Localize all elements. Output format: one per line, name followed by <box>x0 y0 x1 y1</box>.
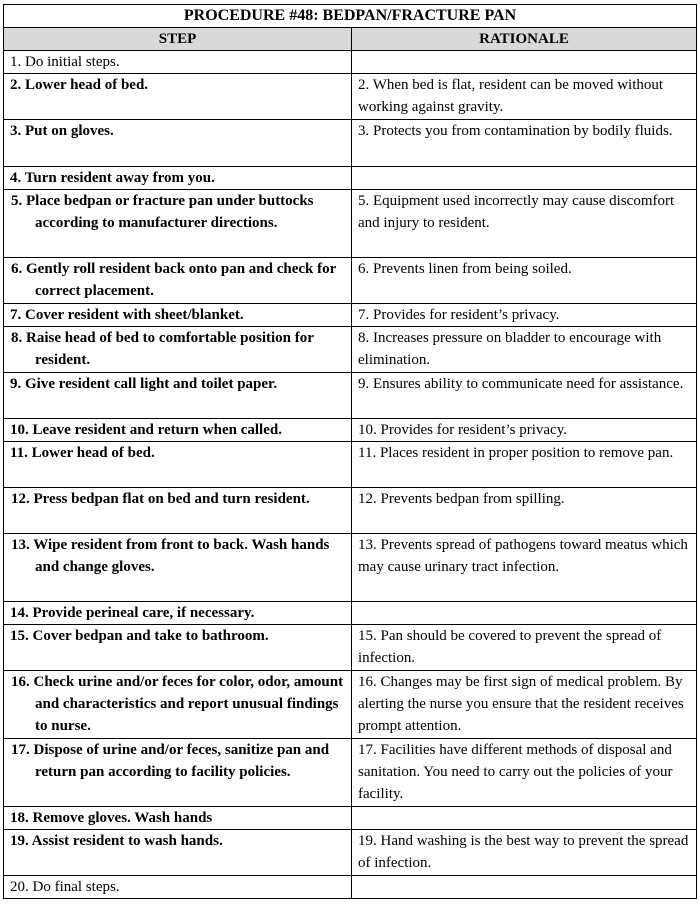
table-row <box>4 807 697 830</box>
procedure-title: PROCEDURE #48: BEDPAN/FRACTURE PAN <box>4 5 697 28</box>
rationale-cell: 5. Equipment used incorrectly may cause discomfort and injury to resident. <box>352 190 697 258</box>
step-cell: 1. Do initial steps. <box>4 51 352 74</box>
step-cell: 14. Provide perineal care, if necessary. <box>4 602 352 625</box>
procedure-table <box>3 4 697 899</box>
table-row <box>4 304 697 327</box>
step-cell: 16. Check urine and/or feces for color, odor, amount and characteristics and report unusual findings to nurse. <box>4 671 352 739</box>
step-cell: 5. Place bedpan or fracture pan under buttocks according to manufacturer directions. <box>4 190 352 258</box>
step-cell: 20. Do final steps. <box>4 876 352 899</box>
step-cell: 4. Turn resident away from you. <box>4 167 352 190</box>
step-cell: 15. Cover bedpan and take to bathroom. <box>4 625 352 671</box>
step-cell: 3. Put on gloves. <box>4 120 352 167</box>
rationale-cell <box>352 167 697 190</box>
rationale-cell: 19. Hand washing is the best way to prevent the spread of infection. <box>352 830 697 876</box>
table-row <box>4 625 697 671</box>
table-row <box>4 74 697 120</box>
table-row <box>4 739 697 807</box>
table-row <box>4 442 697 488</box>
rationale-cell: 6. Prevents linen from being soiled. <box>352 258 697 304</box>
step-cell: 2. Lower head of bed. <box>4 74 352 120</box>
table-row <box>4 671 697 739</box>
rationale-cell: 10. Provides for resident’s privacy. <box>352 419 697 442</box>
step-cell: 17. Dispose of urine and/or feces, sanitize pan and return pan according to facility policies. <box>4 739 352 807</box>
table-row <box>4 876 697 899</box>
rationale-cell: 7. Provides for resident’s privacy. <box>352 304 697 327</box>
rationale-cell <box>352 51 697 74</box>
rationale-cell: 2. When bed is flat, resident can be moved without working against gravity. <box>352 74 697 120</box>
step-column-header: STEP <box>4 28 352 51</box>
rationale-cell: 13. Prevents spread of pathogens toward meatus which may cause urinary tract infection. <box>352 534 697 602</box>
rationale-cell <box>352 602 697 625</box>
rationale-cell: 8. Increases pressure on bladder to encourage with elimination. <box>352 327 697 373</box>
table-row <box>4 373 697 419</box>
rationale-column-header: RATIONALE <box>352 28 697 51</box>
rationale-cell <box>352 876 697 899</box>
step-cell: 13. Wipe resident from front to back. Wash hands and change gloves. <box>4 534 352 602</box>
rationale-cell: 16. Changes may be first sign of medical problem. By alerting the nurse you ensure that the resident receives prompt attention. <box>352 671 697 739</box>
table-row <box>4 419 697 442</box>
table-row <box>4 167 697 190</box>
table-row <box>4 534 697 602</box>
step-cell: 10. Leave resident and return when called. <box>4 419 352 442</box>
table-row <box>4 830 697 876</box>
rationale-cell <box>352 807 697 830</box>
rationale-cell: 9. Ensures ability to communicate need for assistance. <box>352 373 697 419</box>
step-cell: 11. Lower head of bed. <box>4 442 352 488</box>
rationale-cell: 12. Prevents bedpan from spilling. <box>352 488 697 534</box>
table-row <box>4 51 697 74</box>
table-row <box>4 120 697 167</box>
step-cell: 8. Raise head of bed to comfortable position for resident. <box>4 327 352 373</box>
rationale-cell: 3. Protects you from contamination by bodily fluids. <box>352 120 697 167</box>
rationale-cell: 11. Places resident in proper position to remove pan. <box>352 442 697 488</box>
table-row <box>4 258 697 304</box>
table-row <box>4 602 697 625</box>
step-cell: 6. Gently roll resident back onto pan and check for correct placement. <box>4 258 352 304</box>
rationale-cell: 17. Facilities have different methods of disposal and sanitation. You need to carry out the policies of your facility. <box>352 739 697 807</box>
table-row <box>4 190 697 258</box>
step-cell: 12. Press bedpan flat on bed and turn resident. <box>4 488 352 534</box>
table-row <box>4 488 697 534</box>
step-cell: 19. Assist resident to wash hands. <box>4 830 352 876</box>
step-cell: 18. Remove gloves. Wash hands <box>4 807 352 830</box>
step-cell: 9. Give resident call light and toilet paper. <box>4 373 352 419</box>
step-cell: 7. Cover resident with sheet/blanket. <box>4 304 352 327</box>
rationale-cell: 15. Pan should be covered to prevent the spread of infection. <box>352 625 697 671</box>
table-row <box>4 327 697 373</box>
